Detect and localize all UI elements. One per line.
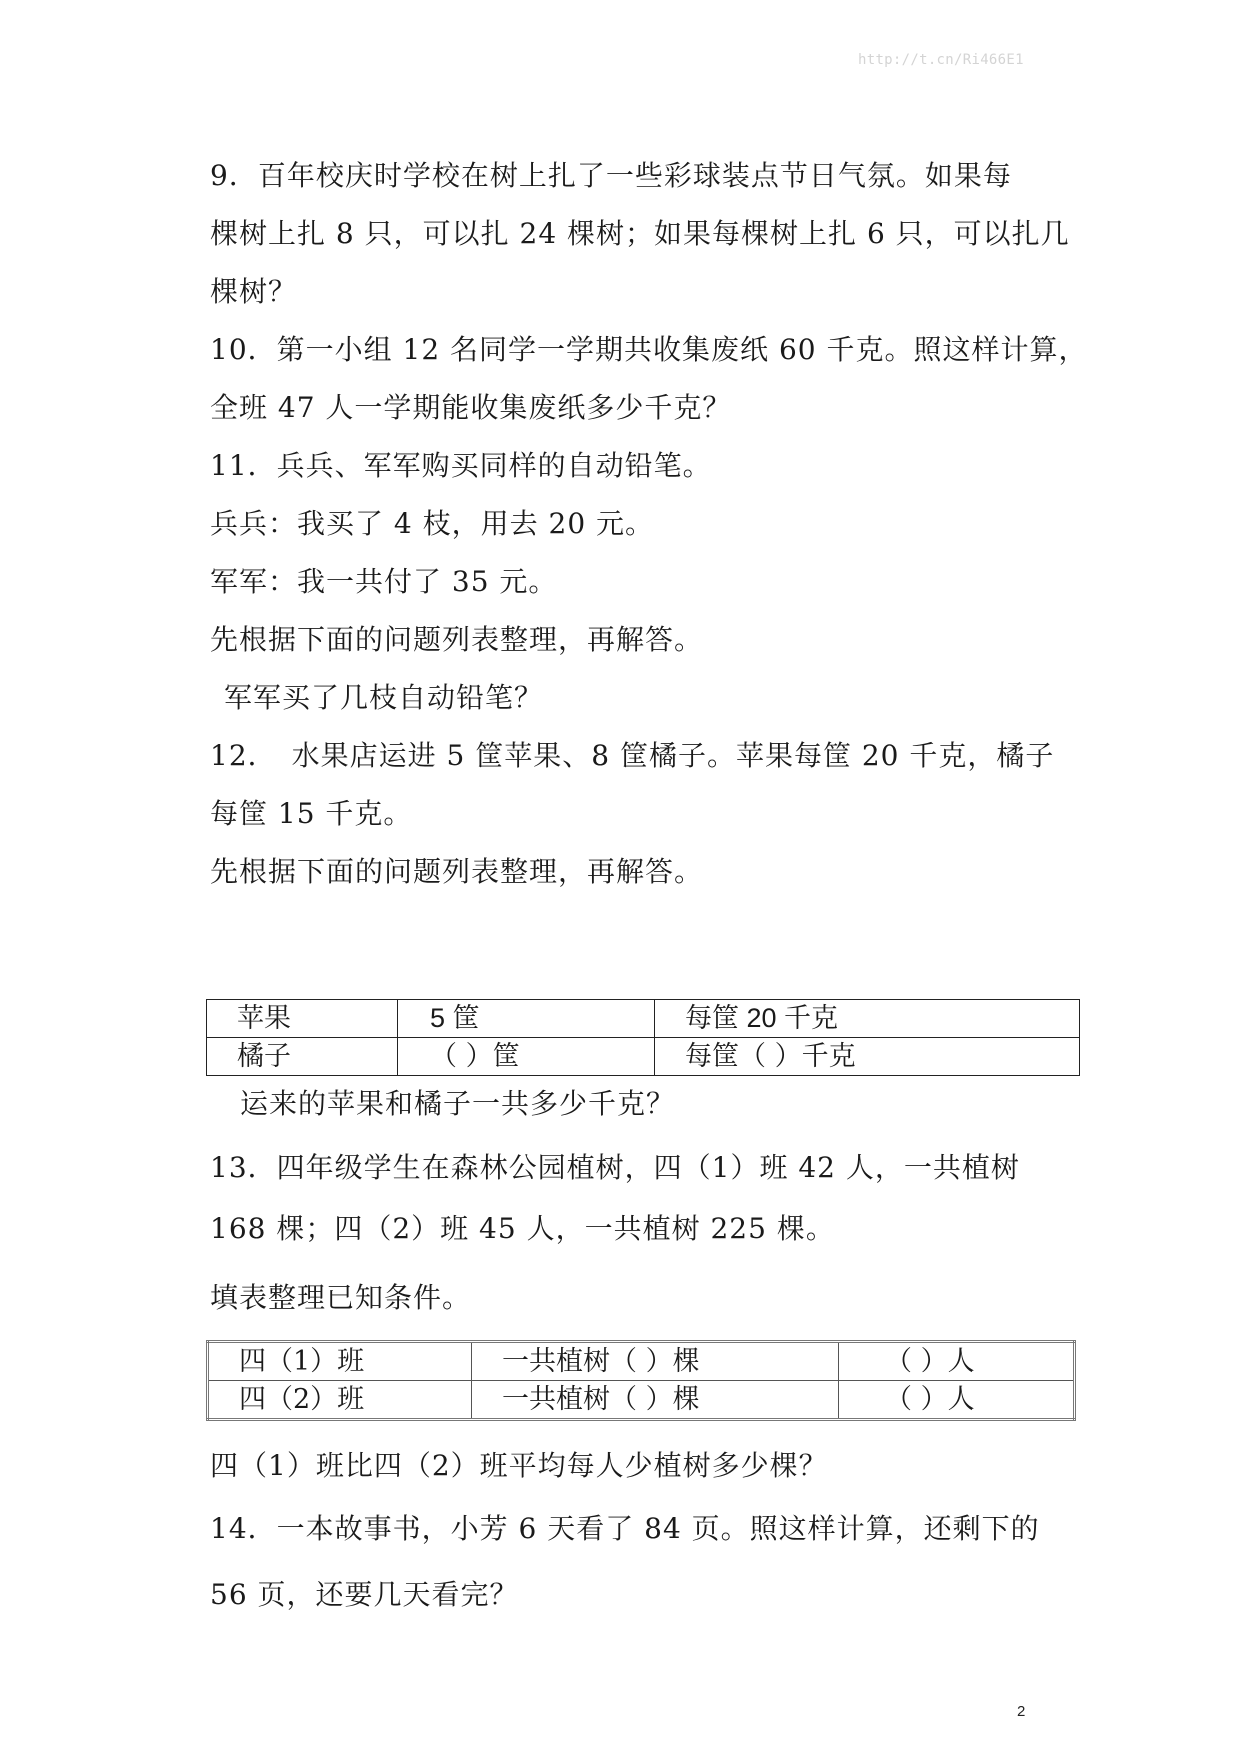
q11-bingbing: 兵兵：我买了 4 枝，用去 20 元。 <box>210 507 655 540</box>
table-cell: （ ）人 <box>839 1381 1075 1420</box>
q11-line-1: 11．兵兵、军军购买同样的自动铅笔。 <box>210 449 712 482</box>
table-cell: （ ）人 <box>839 1342 1075 1381</box>
fruit-table <box>206 999 1080 1076</box>
table-cell: 每筐（ ）千克 <box>655 1038 1080 1076</box>
q10-line-1: 10．第一小组 12 名同学一学期共收集废纸 60 千克。照这样计算， <box>210 333 1088 366</box>
table-cell: 一共植树（ ）棵 <box>472 1342 839 1381</box>
q9-line-1: 9．百年校庆时学校在树上扎了一些彩球装点节日气氛。如果每 <box>210 159 1012 192</box>
watermark-url: http://t.cn/Ri466E1 <box>858 52 1024 68</box>
table-row <box>207 1000 1080 1038</box>
q9-line-3: 棵树？ <box>210 275 298 308</box>
q9-line-2: 棵树上扎 8 只，可以扎 24 棵树；如果每棵树上扎 6 只，可以扎几 <box>210 217 1070 250</box>
q10-line-2: 全班 47 人一学期能收集废纸多少千克？ <box>210 391 732 424</box>
class-table <box>206 1340 1076 1421</box>
q11-question: 军军买了几枝自动铅笔？ <box>224 681 544 714</box>
table-cell: 苹果 <box>207 1000 398 1038</box>
q11-instruction: 先根据下面的问题列表整理，再解答。 <box>210 623 704 656</box>
table-cell: （ ）筐 <box>398 1038 655 1076</box>
q12-question: 运来的苹果和橘子一共多少千克？ <box>240 1087 676 1120</box>
table-cell: 5 筐 <box>398 1000 655 1038</box>
q12-line-2: 每筐 15 千克。 <box>210 797 413 830</box>
table-cell: 四（1）班 <box>208 1342 472 1381</box>
table-row <box>208 1381 1075 1420</box>
table-cell: 橘子 <box>207 1038 398 1076</box>
table-cell: 四（2）班 <box>208 1381 472 1420</box>
q13-line-2: 168 棵；四（2）班 45 人，一共植树 225 棵。 <box>210 1212 835 1245</box>
q12-instruction: 先根据下面的问题列表整理，再解答。 <box>210 855 704 888</box>
q13-question: 四（1）班比四（2）班平均每人少植树多少棵？ <box>210 1449 828 1482</box>
q12-line-1: 12． 水果店运进 5 筐苹果、8 筐橘子。苹果每筐 20 千克，橘子 <box>210 739 1055 772</box>
q11-junjun: 军军：我一共付了 35 元。 <box>210 565 558 598</box>
table-cell: 一共植树（ ）棵 <box>472 1381 839 1420</box>
q14-line-2: 56 页，还要几天看完？ <box>210 1578 519 1611</box>
table-cell: 每筐 20 千克 <box>655 1000 1080 1038</box>
table-row <box>208 1342 1075 1381</box>
page-number: 2 <box>1017 1703 1026 1720</box>
q13-line-1: 13．四年级学生在森林公园植树，四（1）班 42 人，一共植树 <box>210 1151 1020 1184</box>
table-row <box>207 1038 1080 1076</box>
q14-line-1: 14．一本故事书，小芳 6 天看了 84 页。照这样计算，还剩下的 <box>210 1512 1040 1545</box>
q13-instruction: 填表整理已知条件。 <box>210 1281 472 1314</box>
